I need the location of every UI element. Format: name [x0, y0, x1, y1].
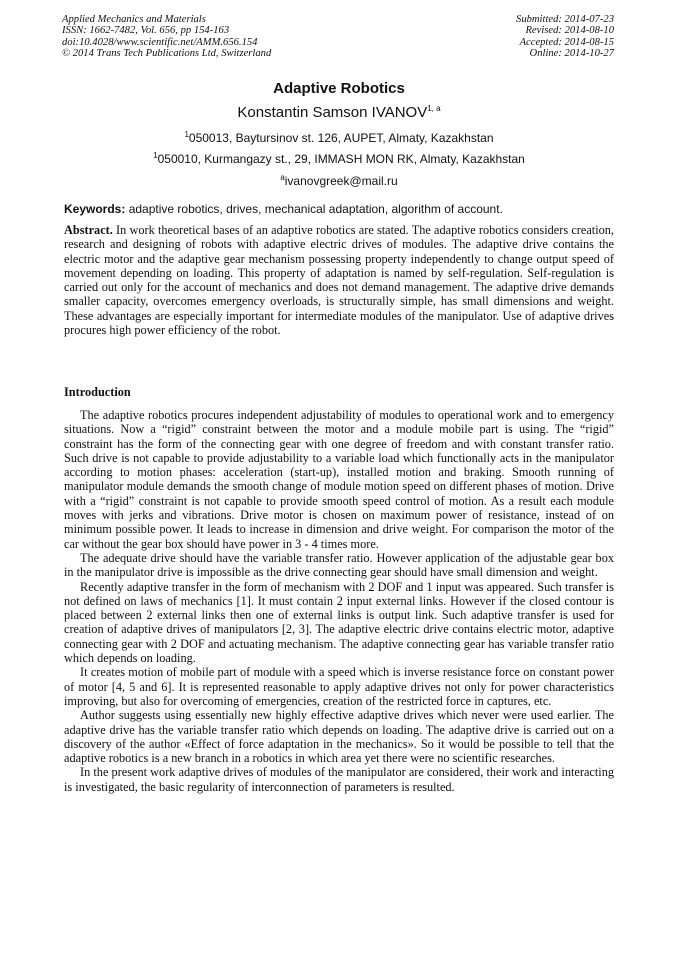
affiliation-1 [0, 131, 678, 145]
intro-paragraph-3: Recently adaptive transfer in the form of mechanism with 2 DOF and 1 input was appeared. Such transfer is not defined on laws of mechanics [1]. It must contain 2 input external links. However if the closed contour is placed between 2 external links then one of external links is output link. Such adaptive transfer is used for creation of adaptive drives of manipulators [2, 3]. The adaptive electric drive contains electric motor, adaptive connecting gear with 2 DOF and actuating mechanism. The adaptive connecting gear has variable transfer ratio which depends on loading. [64, 579, 614, 666]
doi-line: doi:10.4028/www.scientific.net/AMM.656.154 [62, 36, 258, 48]
author-superscript: 1, a [427, 104, 441, 113]
journal-name: Applied Mechanics and Materials [62, 14, 206, 25]
submitted-date: Submitted: 2014-07-23 [516, 14, 614, 25]
intro-paragraph-2: The adequate drive should have the variable transfer ratio. However application of the adjustable gear box in the manipulator drive is impossible as the drive connecting gear should have small dimension and weight. [64, 550, 614, 580]
abstract [64, 223, 614, 337]
copyright-line: © 2014 Trans Tech Publications Ltd, Switzerland [62, 48, 272, 60]
intro-paragraph-1: The adaptive robotics procures independent adjustability of modules to operational work and to emergency situations. Now a “rigid” constraint between the motor and a module mobile part is using. The “rigid” constraint has the form of the connecting gear with one degree of freedom and with constant transfer ratio. Such drive is not capable to provide adjustability to a variable load which functionally acts in the manipulator according to motion phases: acceleration (start-up), installed motion and braking. Smooth running of manipulator module demands the smooth change of module motion speed on different phases of motion. Drive with a “rigid” constraint is not capable to provide smooth speed control of motion. As a result each module moves with jerks and vibrations. Drive motor is chosen on maximum power of resistance, instead of on minimum possible power. It leads to increase in dimension and drive weight. For comparison the motor of the car without the gear box should have power in 3 - 4 times more. [64, 408, 614, 551]
author-line [0, 104, 678, 121]
author-name: Konstantin Samson IVANOV [237, 104, 428, 121]
issn-line: ISSN: 1662-7482, Vol. 656, pp 154-163 [62, 25, 230, 37]
abstract-label: Abstract. [64, 223, 113, 237]
online-date: Online: 2014-10-27 [529, 48, 614, 60]
affiliation-1-text: 050013, Baytursinov st. 126, AUPET, Almaty, Kazakhstan [188, 131, 494, 145]
abstract-text: In work theoretical bases of an adaptive robotics are stated. The adaptive robotics considers creation, research and designing of robots with adaptive electric drives of modules. The adaptive drive contains the electric motor and the adaptive gear mechanism possessing property independently to change output speed of movement depending on loading. This property of adaptation is named by self-regulation. Self-regulation is carried out only for the account of mechanics and does not demand management. The adaptive drive demands smaller capacity, overcomes emergency overloads, is structurally simple, has small dimensions and weight. These advantages are especially important for intermediate modules of the manipulator. Use of adaptive drives procures high power efficiency of the robot. [64, 223, 614, 338]
header-right [516, 14, 614, 60]
affiliation-2-text: 050010, Kurmangazy st., 29, IMMASH MON RK, Almaty, Kazakhstan [157, 152, 525, 166]
email-text: ivanovgreek@mail.ru [284, 174, 398, 188]
affiliation-2-sup: 1 [153, 151, 158, 160]
keywords [64, 202, 614, 216]
author-email [0, 174, 678, 188]
intro-paragraph-6: In the present work adaptive drives of modules of the manipulator are considered, their work and interacting is investigated, the basic regularity of interconnection of parameters is resulted. [64, 765, 614, 794]
intro-paragraph-4: It creates motion of mobile part of module with a speed which is inverse resistance force on constant power of motor [4, 5 and 6]. It is represented reasonable to apply adaptive drives not only for power characteristics improving, but also for overcoming of emergencies, creation of the restricted force in captures, etc. [64, 665, 614, 708]
header-left [62, 14, 271, 60]
intro-paragraph-5: Author suggests using essentially new highly effective adaptive drives which never were used earlier. The adaptive drive has the variable transfer ratio which depends on loading. The adaptive drive is carried out on a discovery of the author «Effect of force adaptation in the mechanics». So it would be possible to tell that the adaptive robotics is a new branch in a robotics in which area yet there were no scientific researches. [64, 708, 614, 766]
email-sup: a [280, 173, 285, 182]
keywords-text: adaptive robotics, drives, mechanical adaptation, algorithm of account. [125, 202, 503, 216]
revised-date: Revised: 2014-08-10 [525, 25, 614, 37]
introduction-body [64, 408, 614, 794]
paper-title: Adaptive Robotics [273, 80, 405, 97]
abstract-paragraph [64, 223, 614, 337]
affiliation-2 [0, 152, 678, 166]
section-heading-introduction: Introduction [64, 385, 131, 399]
accepted-date: Accepted: 2014-08-15 [519, 36, 614, 48]
keywords-label: Keywords: [64, 202, 126, 216]
affiliation-1-sup: 1 [184, 130, 189, 139]
